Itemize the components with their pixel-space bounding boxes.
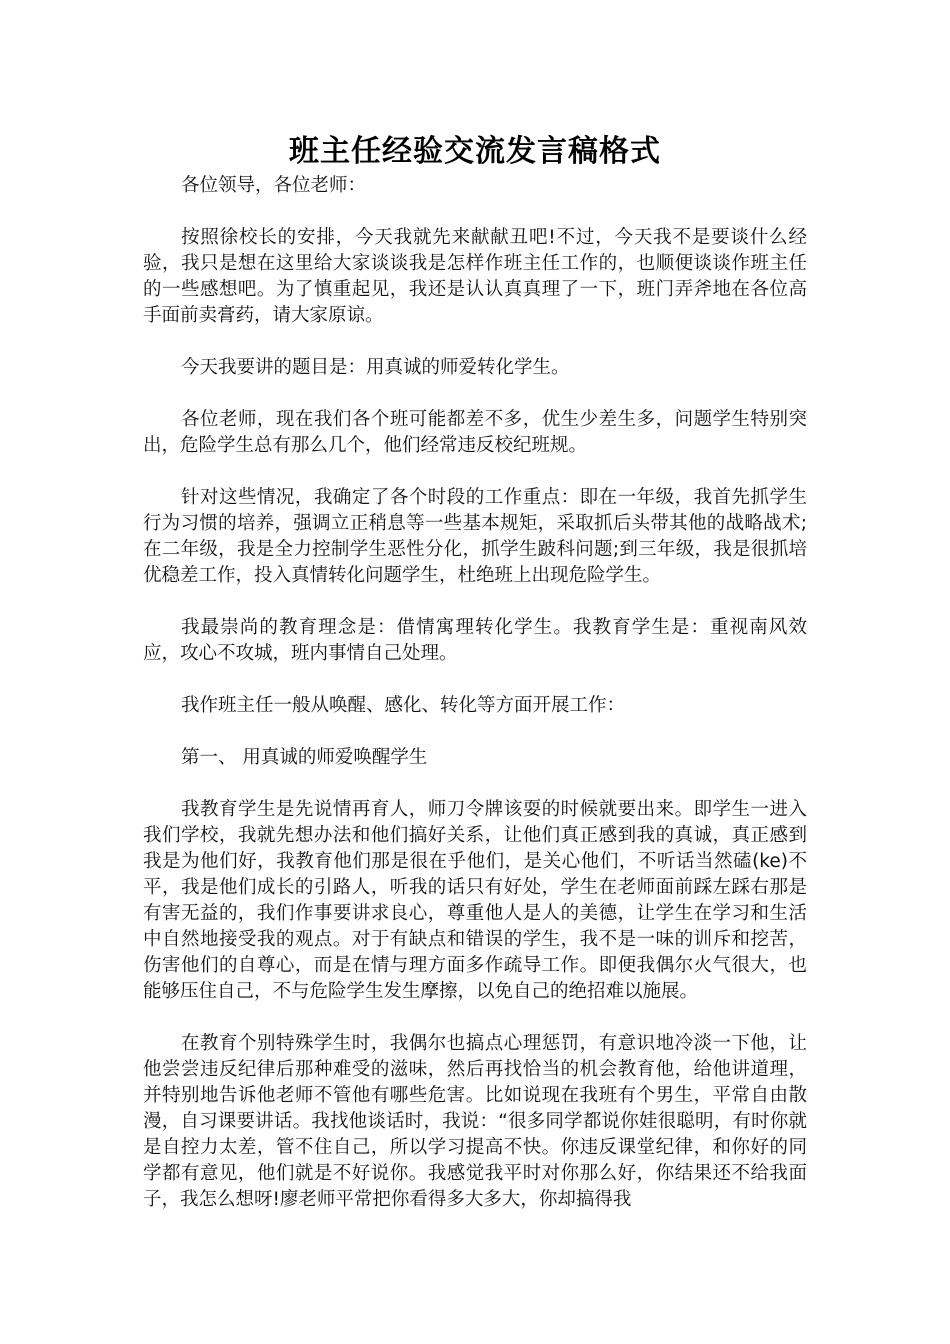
paragraph-7: 我教育学生是先说情再育人，师刀令牌该耍的时候就要出来。即学生一进入我们学校，我就先想办法和他们搞好关系，让他们真正感到我的真诚，真正感到我是为他们好，我教育他们那是很在乎他们，是关心他们，不听话当然磕(ke)不平，我是他们成长的引路人，听我的话只有好处，学生在老师面前踩左踩右那是有害无益的，我们作事要讲求良心，尊重他人是人的美德，让学生在学习和生活中自然地接受我的观点。对于有缺点和错误的学生，我不是一味的训斥和挖苦，伤害他们的自尊心，而是在情与理方面多作疏导工作。即便我偶尔火气很大，也能够压住自己，不与危险学生发生摩擦，以免自己的绝招难以施展。 xyxy=(143,799,807,1002)
paragraph-1: 按照徐校长的安排，今天我就先来献献丑吧!不过，今天我不是要谈什么经验，我只是想在这里给大家谈谈我是怎样作班主任工作的，也顺便谈谈作班主任的一些感想吧。为了慎重起见，我还是认认真真理了一下，班门弄斧地在各位高手面前卖膏药，请大家原谅。 xyxy=(143,227,807,326)
document-body xyxy=(143,173,807,1239)
paragraph-2: 今天我要讲的题目是：用真诚的师爱转化学生。 xyxy=(181,357,570,378)
document-title: 班主任经验交流发言稿格式 xyxy=(289,134,661,169)
paragraph-5: 我最崇尚的教育理念是：借情寓理转化学生。我教育学生是：重视南风效应，攻心不攻城，班内事情自己处理。 xyxy=(143,617,807,664)
paragraph-6: 我作班主任一般从唤醒、感化、转化等方面开展工作： xyxy=(181,695,626,716)
greeting: 各位领导，各位老师： xyxy=(181,175,367,196)
paragraph-8: 在教育个别特殊学生时，我偶尔也搞点心理惩罚，有意识地冷淡一下他，让他尝尝违反纪律后那种难受的滋味，然后再找恰当的机会教育他，给他讲道理，并特别地告诉他老师不管他有哪些危害。比如说现在我班有个男生，平常自由散漫，自习课要讲话。我找他谈话时，我说：“很多同学都说你娃很聪明，有时你就是自控力太差，管不住自己，所以学习提高不快。你违反课堂纪律，和你好的同学都有意见，他们就是不好说你。我感觉我平时对你那么好，你结果还不给我面子，我怎么想呀!廖老师平常把你看得多大多大，你却搞得我 xyxy=(143,1033,807,1210)
section-heading-1: 第一、 用真诚的师爱唤醒学生 xyxy=(181,747,428,768)
paragraph-4: 针对这些情况，我确定了各个时段的工作重点：即在一年级，我首先抓学生行为习惯的培养，强调立正稍息等一些基本规矩，采取抓后头带其他的战略战术;在二年级，我是全力控制学生恶性分化，抓学生跛科问题;到三年级，我是很抓培优稳差工作，投入真情转化问题学生，杜绝班上出现危险学生。 xyxy=(143,487,807,586)
paragraph-3: 各位老师，现在我们各个班可能都差不多，优生少差生多，问题学生特别突出，危险学生总有那么几个，他们经常违反校纪班规。 xyxy=(143,409,807,456)
